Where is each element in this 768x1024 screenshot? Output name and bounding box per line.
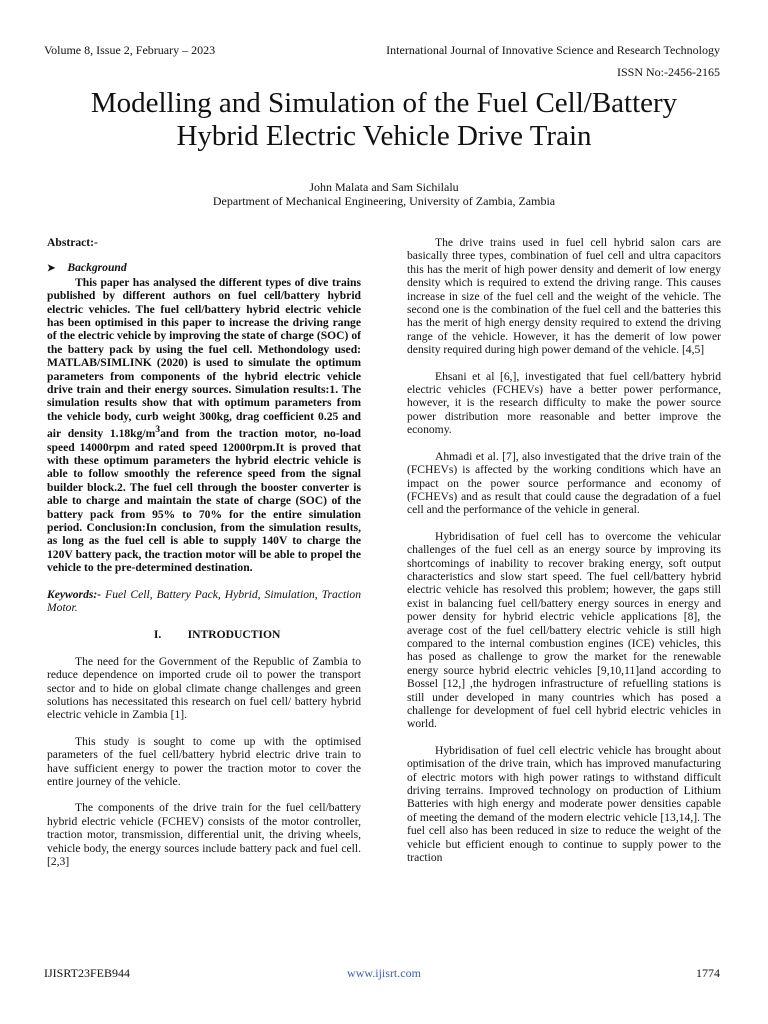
right-paragraph: Hybridisation of fuel cell electric vehicle has brought about optimisation of the drive train, which has improved manufacturing of electric motors with high power ratings to withstand difficult driving terrains. Improved technology on production of Lithium Batteries with high energy and moderate power densities capable of meeting the demand of the modern electric vehicle [13,14,]. The fuel cell also has been reduced in size to reduce the weight of the vehicle but efficient enough to continue to supply power to the traction — [407, 743, 721, 865]
section-heading — [47, 628, 361, 641]
background-heading — [47, 261, 361, 275]
abstract-body — [47, 276, 361, 575]
section-title: INTRODUCTION — [187, 628, 281, 642]
right-paragraph: Hybridisation of fuel cell has to overcome the vehicular challenges of the fuel cell as an energy source by improving its shortcomings of inability to recover braking energy, soft output characteristics and slow start speed. The fuel cell/battery hybrid electric vehicle has resolved this problem; however, the gaps still exist in balancing fuel cell/battery energy sources in energy and power density for hybrid electric vehicle applications [8], the average cost of the fuel cell/battery electric vehicle is still high compared to the internal combustion engines (ICE) vehicles, this has posed as challenge to grow the market for the renewable energy source hybrid electric vehicles [9,10,11]and according to Bossel [12,] ,the hydrogen infrastructure of refuelling stations is still under developed in many countries which has posed a challenge for development of fuel cell hybrid electric vehicles in world. — [407, 529, 721, 731]
left-paragraph: The need for the Government of the Republic of Zambia to reduce dependence on imported crude oil to power the transport sector and to hide on global climate change challenges and green solutions has necessitated this research on fuel cell/ battery hybrid electric vehicle in Zambia [1]. — [47, 654, 361, 722]
paper-title-line-1: Modelling and Simulation of the Fuel Cell/Battery — [90, 87, 678, 119]
abstract-body-part1: This paper has analysed the different types of dive trains published by different authors on fuel cell/battery hybrid electric vehicles. The fuel cell/battery hybrid electric vehicle has been optimised in this paper to increase the driving range of the electric vehicle by improving the state of charge (SOC) of the battery pack by using the fuel cell. Methondology used: MATLAB/SIMLINK (2020) is used to simulate the optimum parameters from components of the hybrid electric vehicle drive train and their energy sources. Simulation results:1. The simulation results show that with optimum parameters from the vehicle body, curb weight 300kg, drag coefficient 0.25 and air density 1.18kg/m — [47, 275, 361, 441]
authors: John Malata and Sam Sichilalu — [309, 180, 459, 194]
issn: ISSN No:-2456-2165 — [616, 65, 720, 79]
right-paragraph: The drive trains used in fuel cell hybrid salon cars are basically three types, combination of fuel cell and ultra capacitors this has the merit of high power density and demerit of low energy density which is required to extend the driving range. This causes increase in size of the fuel cell and the weight of the vehicle. The second one is the combination of the fuel cell and the batteries this has the merit of high energy density required to extend the driving range of the vehicle. However, it has the demerit of low power density required during high power demand of the vehicle. [4,5] — [407, 236, 721, 357]
page-number: 1774 — [696, 966, 720, 980]
right-paragraph: Ehsani et al [6,], investigated that fuel cell/battery hybrid electric vehicles (FCHEVs) have a better power performance, however, it is the research difficulty to make the power source power distribution more reasonable and better improve the economy. — [407, 369, 721, 437]
paper-title — [40, 87, 728, 153]
volume-info: Volume 8, Issue 2, February – 2023 — [44, 43, 216, 57]
left-column — [47, 236, 361, 869]
affiliation: Department of Mechanical Engineering, University of Zambia, Zambia — [212, 194, 556, 208]
journal-website-link[interactable]: www.ijisrt.com — [347, 966, 421, 980]
keywords-text: Fuel Cell, Battery Pack, Hybrid, Simulation, Traction Motor. — [47, 587, 361, 615]
abstract-body-superscript: 3 — [155, 424, 161, 436]
left-paragraph: The components of the drive train for the fuel cell/battery hybrid electric vehicle (FCHEV) consists of the motor controller, traction motor, transmission, differential unit, the driving wheels, vehicle body, the energy sources include battery pack and fuel cell. [2,3] — [47, 801, 361, 869]
journal-name: International Journal of Innovative Science and Research Technology — [386, 43, 720, 57]
abstract-label: Abstract:- — [47, 236, 98, 249]
background-heading-text: Background — [67, 261, 127, 275]
paper-title-line-2: Hybrid Electric Vehicle Drive Train — [176, 120, 592, 152]
right-column — [407, 236, 721, 864]
arrow-bullet-icon: ➤ — [47, 263, 56, 275]
section-number: I. — [153, 628, 162, 642]
keywords — [47, 588, 361, 615]
left-paragraph: This study is sought to come up with the optimised parameters of the fuel cell/battery hybrid electric drive train to have sufficient energy to power the traction motor to cover the entire journey of the vehicle. — [47, 734, 361, 789]
abstract-body-part2: and from the traction motor, no-load speed 14000rpm and rated speed 12000rpm.It is proved that with these optimum parameters the hybrid electric vehicle is able to follow smoothly the reference speed from the signal builder block.2. The fuel cell through the booster converter is able to charge and maintain the state of charge (SOC) of the battery pack from 95% to 70% for the entire simulation period. Conclusion:In conclusion, from the simulation results, as long as the fuel cell is able to supply 140V to charge the 120V battery pack, the traction motor will be able to propel the vehicle to the pre-determined destination. — [47, 427, 361, 575]
keywords-label: Keywords:- — [47, 587, 102, 601]
right-paragraph: Ahmadi et al. [7], also investigated that the drive train of the (FCHEVs) is affected by the working conditions which have an impact on the power source performance and economy of (FCHEVs) and as result that could cause the degradation of a fuel cell and the performance of the vehicle in general. — [407, 449, 721, 517]
article-id: IJISRT23FEB944 — [44, 966, 130, 980]
